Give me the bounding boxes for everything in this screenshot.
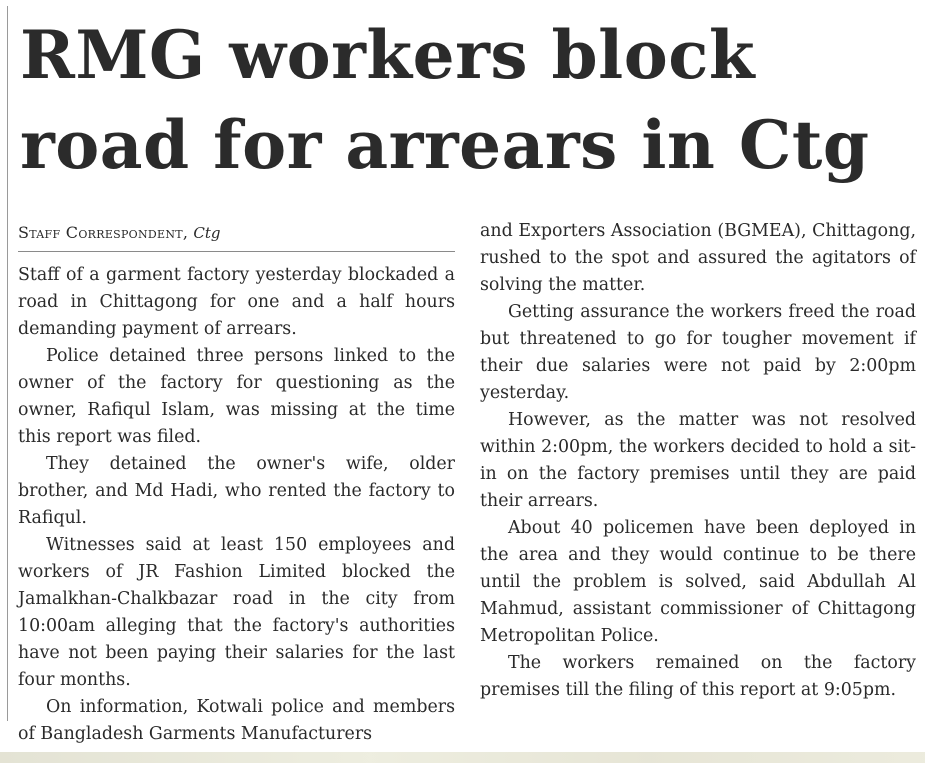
paragraph: Staff of a garment factory yesterday blockaded a road in Chittagong for one and a half hours demanding payment of arrears. (18, 265, 455, 339)
paragraph: The workers remained on the factory premises till the filing of this report at 9:05pm. (480, 653, 916, 700)
byline-divider (18, 251, 455, 252)
paragraph: Getting assurance the workers freed the road but threatened to go for tougher movement if their due salaries were not paid by 2:00pm yesterday. (480, 302, 916, 403)
paragraph: However, as the matter was not resolved within 2:00pm, the workers decided to hold a sit-in on the factory premises until they are paid their arrears. (480, 410, 916, 511)
headline (20, 10, 920, 190)
paragraph: On information, Kotwali police and members of Bangladesh Garments Manufacturers (18, 697, 455, 744)
headline-line-2: road for arrears in Ctg (20, 106, 870, 184)
byline-location: Ctg (193, 224, 221, 242)
byline-author: Staff Correspondent, (18, 223, 189, 242)
column-rule (7, 6, 8, 721)
paragraph: About 40 policemen have been deployed in the area and they would continue to be there until the problem is solved, said Abdullah Al Mahmud, assistant commissioner of Chittagong Metropolitan Police. (480, 518, 916, 646)
headline-line-1: RMG workers block (20, 16, 756, 94)
paragraph: They detained the owner's wife, older brother, and Md Hadi, who rented the factory to Rafiqul. (18, 454, 455, 528)
article-column-2 (480, 218, 916, 704)
paragraph: Police detained three persons linked to the owner of the factory for questioning as the owner, Rafiqul Islam, was missing at the time this report was filed. (18, 346, 455, 447)
byline (18, 222, 455, 244)
paragraph: and Exporters Association (BGMEA), Chittagong, rushed to the spot and assured the agitators of solving the matter. (480, 221, 916, 295)
page-edge (0, 752, 925, 763)
article-column-1 (18, 262, 455, 748)
paragraph: Witnesses said at least 150 employees and workers of JR Fashion Limited blocked the Jamalkhan-Chalkbazar road in the city from 10:00am alleging that the factory's authorities have not been paying their salaries for the last four months. (18, 535, 455, 690)
